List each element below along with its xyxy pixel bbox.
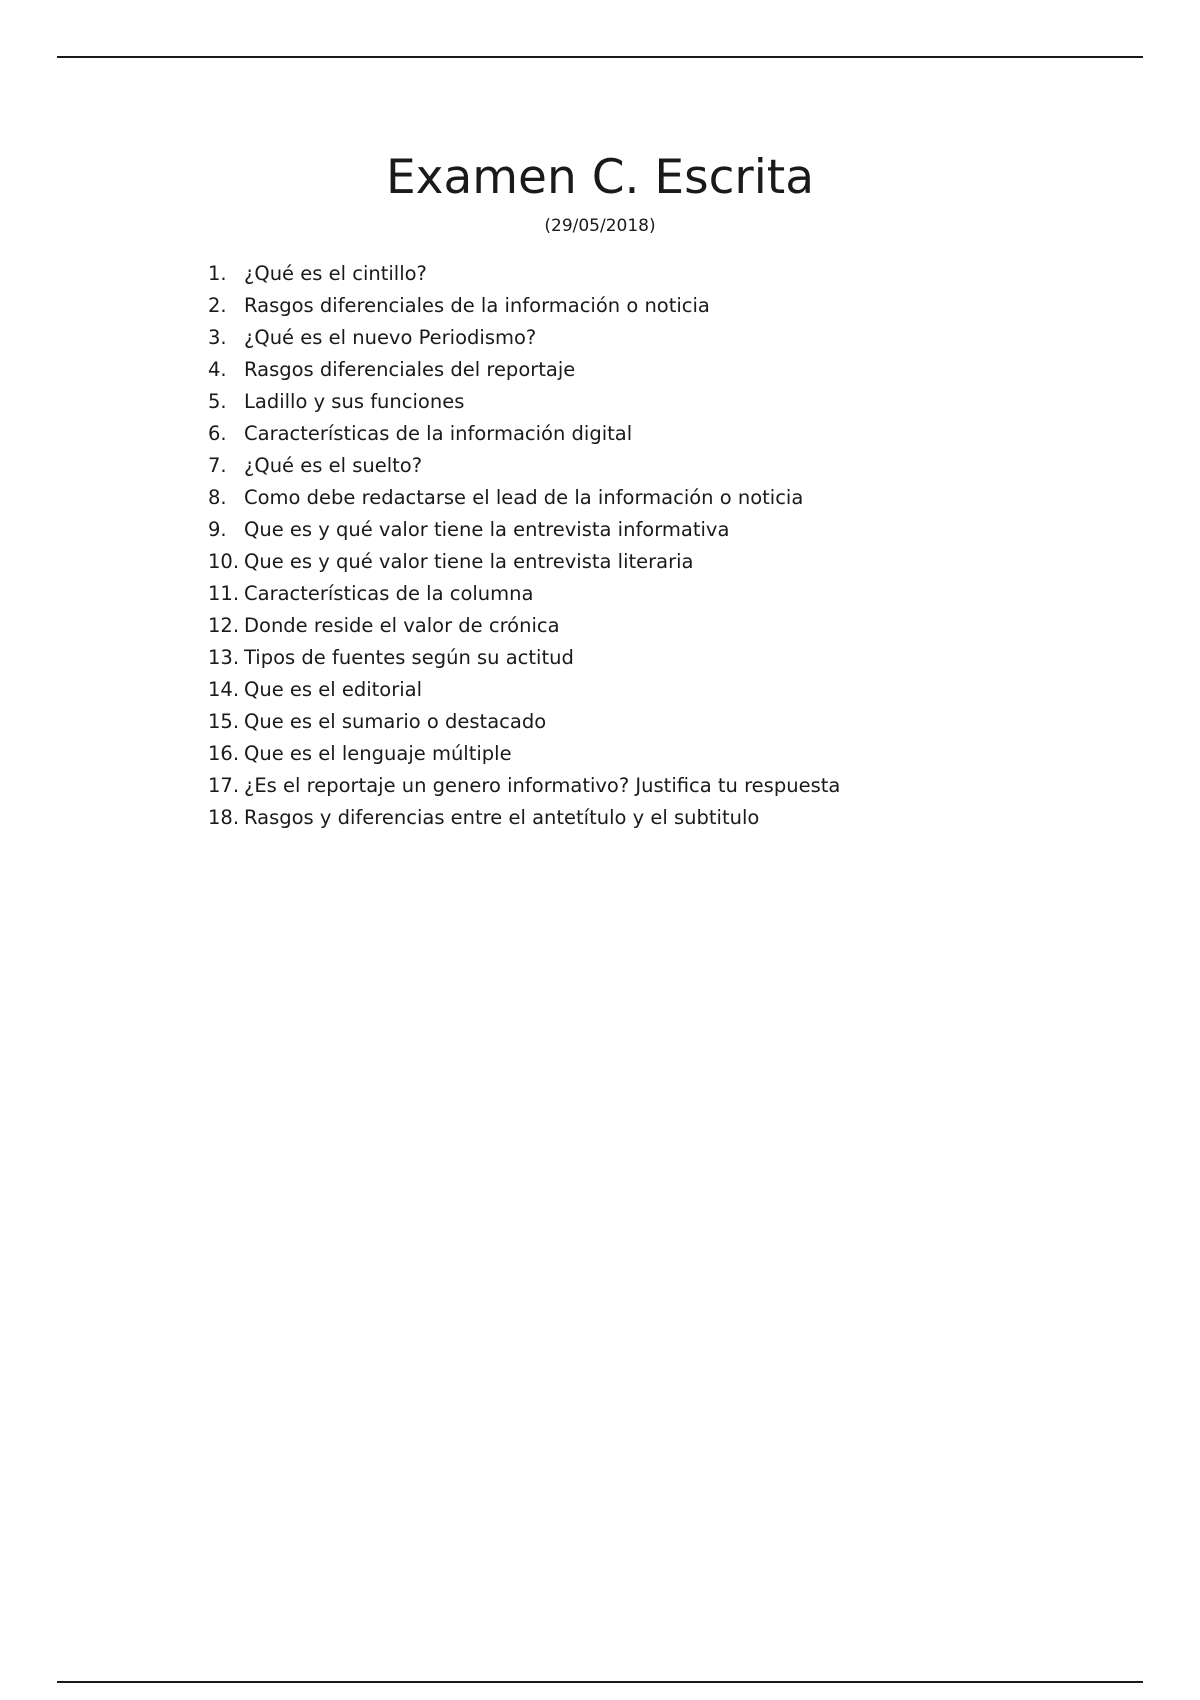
question-text: ¿Qué es el nuevo Periodismo?: [244, 326, 537, 349]
question-item: [208, 580, 840, 612]
question-text: Rasgos diferenciales del reportaje: [244, 358, 576, 381]
question-text: Rasgos y diferencias entre el antetítulo y el subtitulo: [244, 806, 760, 829]
question-text: ¿Qué es el suelto?: [244, 454, 423, 477]
question-item: [208, 420, 840, 452]
question-number: 3.: [208, 326, 227, 349]
question-item: [208, 740, 840, 772]
question-item: [208, 612, 840, 644]
question-text: Donde reside el valor de crónica: [244, 614, 560, 637]
question-number: 13.: [208, 646, 240, 669]
question-text: Que es el lenguaje múltiple: [244, 742, 512, 765]
question-text: Características de la columna: [244, 582, 534, 605]
question-text: Como debe redactarse el lead de la información o noticia: [244, 486, 804, 509]
question-number: 5.: [208, 390, 227, 413]
question-number: 2.: [208, 294, 227, 317]
question-number: 11.: [208, 582, 240, 605]
question-number: 10.: [208, 550, 240, 573]
document-title: Examen C. Escrita: [385, 150, 815, 205]
question-item: [208, 324, 840, 356]
question-item: [208, 516, 840, 548]
question-item: [208, 708, 840, 740]
question-number: 15.: [208, 710, 240, 733]
question-text: Tipos de fuentes según su actitud: [244, 646, 574, 669]
question-number: 18.: [208, 806, 240, 829]
question-text: ¿Qué es el cintillo?: [244, 262, 427, 285]
header-rule: [57, 56, 1143, 58]
question-number: 9.: [208, 518, 227, 541]
question-text: Ladillo y sus funciones: [244, 390, 465, 413]
question-number: 4.: [208, 358, 227, 381]
question-number: 8.: [208, 486, 227, 509]
document-date: (29/05/2018): [544, 216, 656, 236]
question-number: 17.: [208, 774, 240, 797]
question-number: 14.: [208, 678, 240, 701]
question-item: [208, 452, 840, 484]
question-item: [208, 356, 840, 388]
question-number: 6.: [208, 422, 227, 445]
question-item: [208, 804, 840, 836]
footer-rule: [57, 1681, 1143, 1683]
question-item: [208, 676, 840, 708]
question-text: Que es el editorial: [244, 678, 423, 701]
question-number: 1.: [208, 262, 227, 285]
question-number: 7.: [208, 454, 227, 477]
question-text: Que es el sumario o destacado: [244, 710, 547, 733]
question-item: [208, 548, 840, 580]
question-item: [208, 644, 840, 676]
question-item: [208, 388, 840, 420]
question-number: 12.: [208, 614, 240, 637]
question-text: Que es y qué valor tiene la entrevista informativa: [244, 518, 730, 541]
question-text: Características de la información digital: [244, 422, 633, 445]
question-list: [208, 260, 840, 836]
question-item: [208, 772, 840, 804]
question-text: Que es y qué valor tiene la entrevista literaria: [244, 550, 694, 573]
question-text: Rasgos diferenciales de la información o noticia: [244, 294, 710, 317]
question-item: [208, 484, 840, 516]
question-text: ¿Es el reportaje un genero informativo? Justifica tu respuesta: [244, 774, 841, 797]
question-number: 16.: [208, 742, 240, 765]
question-item: [208, 292, 840, 324]
question-item: [208, 260, 840, 292]
